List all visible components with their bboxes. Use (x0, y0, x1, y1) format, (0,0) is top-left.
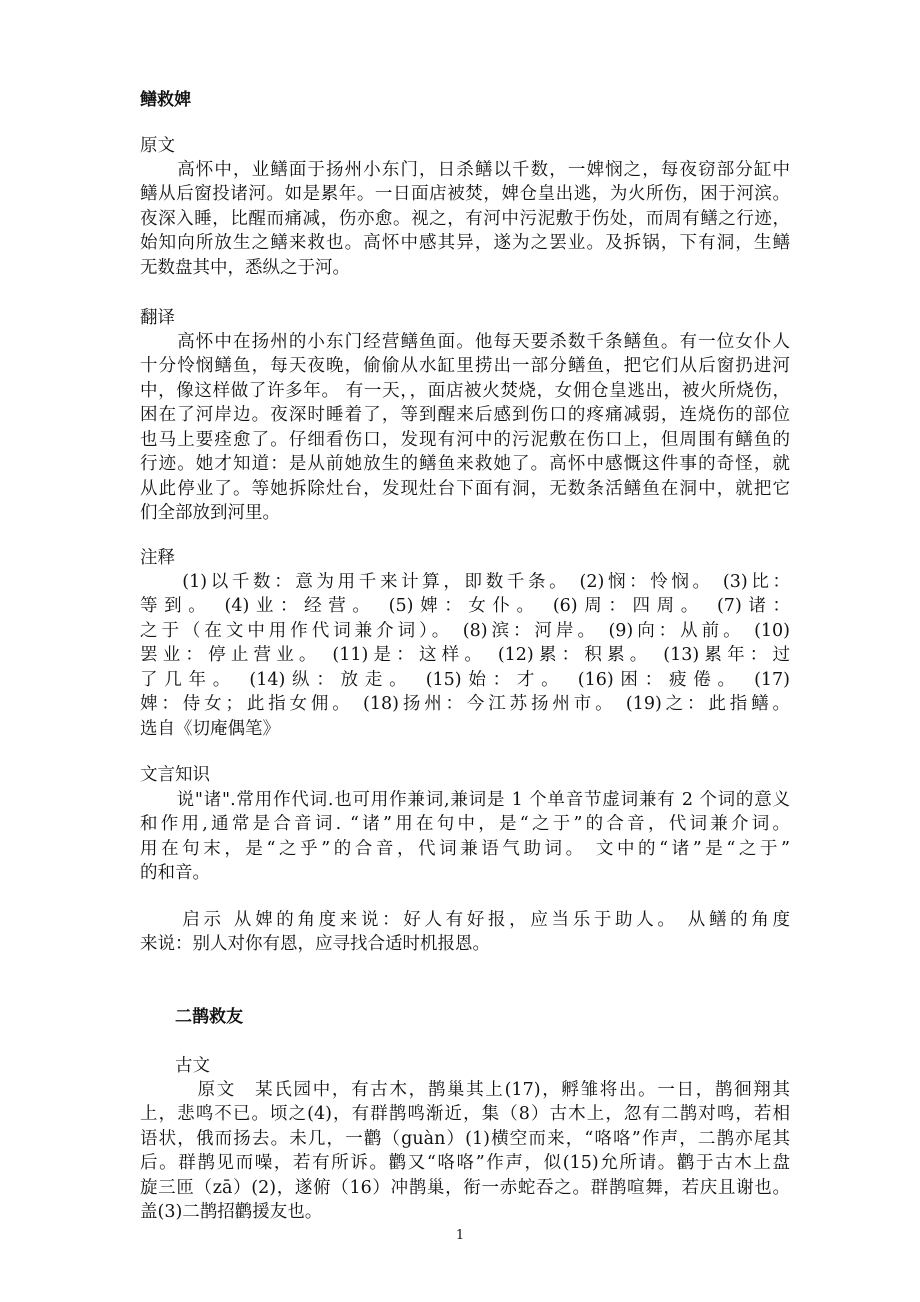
original-text-line: 夜深入睡，比醒而痛减，伤亦愈。视之，有河中污泥敷于伤处，而周有鳝之行迹， (140, 208, 790, 229)
section-heading-knowledge: 文言知识 (140, 765, 210, 785)
translation-text-line: 高怀中在扬州的小东门经营鳝鱼面。他每天要杀数千条鳝鱼。有一位女仆人 (140, 332, 790, 352)
page-number: 1 (455, 1228, 465, 1243)
section-heading-notes: 注释 (140, 548, 175, 568)
original-text-line: 高怀中，业鳝面于扬州小东门，日杀鳝以千数，一婢悯之，每夜窃部分缸中 (140, 160, 790, 180)
translation-text-line: 困在了河岸边。夜深时睡着了，等到醒来后感到伤口的疼痛减弱，连烧伤的部位 (140, 405, 790, 426)
ancient-text-line: 原文 某氏园中，有古木，鹊巢其上(17)，孵雏将出。一日，鹊徊翔其 (140, 1080, 790, 1100)
story-title: 鳝救婢 (140, 90, 191, 110)
ancient-text-line: 上，悲鸣不已。顷之(4)，有群鹊鸣渐近，集（8）古木上，忽有二鹊对鸣，若相 (140, 1104, 790, 1125)
ancient-text-line: 旋三匝（zā）(2)，遂俯（16）冲鹊巢，衔一赤蛇吞之。群鹊喧舞，若庆且谢也。 (140, 1177, 790, 1198)
original-text-line: 无数盘其中，悉纵之于河。 (140, 257, 350, 278)
ancient-text-line: 盖(3)二鹊招鹳援友也。 (140, 1202, 323, 1223)
note-line: 罢业：停止营业。 (11)是：这样。 (12)累：积累。 (13)累年：过 (140, 645, 790, 666)
original-text-line: 鳝从后窗投诸河。如是累年。一日面店被焚，婢仓皇出逃，为火所伤，困于河滨。 (140, 184, 790, 205)
translation-text-line: 也马上要痊愈了。仔细看伤口，发现有河中的污泥敷在伤口上，但周围有鳝鱼的 (140, 429, 790, 450)
ancient-text-line: 后。群鹊见而噪，若有所诉。鹳又“咯咯”作声，似(15)允所请。鹳于古木上盘 (140, 1153, 790, 1174)
original-text-line: 始知向所放生之鳝来救也。高怀中感其异，遂为之罢业。及拆锅，下有洞，生鳝 (140, 233, 790, 254)
note-line: 婢：侍女；此指女佣。 (18)扬州：今江苏扬州市。 (19)之：此指鳝。 (140, 694, 790, 715)
knowledge-line: 的和音。 (140, 863, 210, 884)
note-line: (1)以千数：意为用千来计算，即数千条。 (2)悯：怜悯。 (3)比： (140, 572, 790, 592)
translation-text-line: 从此停业了。等她拆除灶台，发现灶台下面有洞，无数条活鳝鱼在洞中，就把它 (140, 478, 790, 499)
knowledge-line: 用在句末，是“之乎”的合音，代词兼语气助词。 文中的“诸”是“之于” (140, 838, 790, 859)
translation-text-line: 中，像这样做了许多年。 有一天，，面店被火焚烧，女佣仓皇逃出，被火所烧伤， (140, 380, 790, 401)
note-line: 等到。 (4)业：经营。 (5)婢：女仆。 (6)周：四周。 (7)诸： (140, 596, 790, 617)
section-heading-ancient: 古文 (175, 1056, 210, 1076)
section-heading-translation: 翻译 (140, 308, 175, 328)
note-line: 选自《切庵偶笔》 (140, 718, 280, 739)
translation-text-line: 们全部放到河里。 (140, 503, 280, 524)
lesson-line: 来说：别人对你有恩，应寻找合适时机报恩。 (140, 934, 490, 955)
knowledge-line: 说"诸".常用作代词.也可用作兼词,兼词是 1 个单音节虚词兼有 2 个词的意义 (140, 790, 790, 810)
ancient-text-line: 语状，俄而扬去。未几，一鹳（guàn）(1)横空而来，“咯咯”作声，二鹊亦尾其 (140, 1128, 790, 1149)
translation-text-line: 十分怜悯鳝鱼，每天夜晚，偷偷从水缸里捞出一部分鳝鱼，把它们从后窗扔进河 (140, 356, 790, 377)
knowledge-line: 和作用,通常是合音词. “诸”用在句中，是“之于”的合音，代词兼介词。 (140, 814, 790, 835)
translation-text-line: 行迹。她才知道：是从前她放生的鳝鱼来救她了。高怀中感慨这件事的奇怪，就 (140, 454, 790, 475)
note-line: 之于（在文中用作代词兼介词）。 (8)滨：河岸。 (9)向：从前。 (10) (140, 620, 790, 641)
story-title: 二鹊救友 (175, 1007, 243, 1027)
lesson-line: 启示 从婢的角度来说：好人有好报，应当乐于助人。 从鳝的角度 (140, 910, 790, 930)
section-heading-original: 原文 (140, 136, 175, 156)
note-line: 了几年。 (14)纵：放走。 (15)始：才。 (16)困：疲倦。 (17) (140, 669, 790, 690)
